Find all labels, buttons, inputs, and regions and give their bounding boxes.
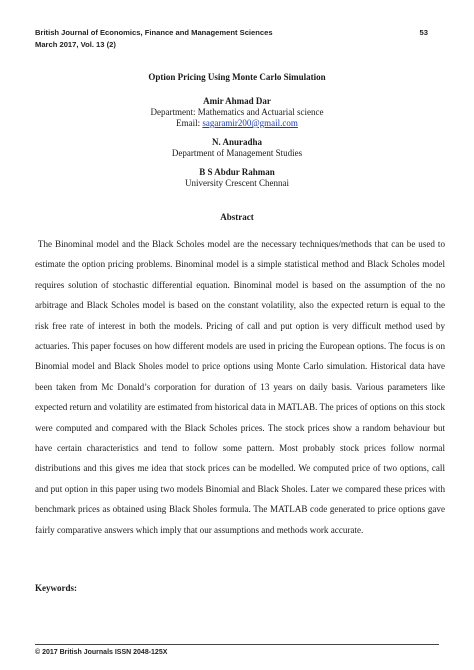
footer-divider xyxy=(35,644,439,645)
abstract-line: two models Binomial and Black Sholes. Later we compared these prices with benchmark prices as xyxy=(35,483,445,515)
abstract-line: stock prices can be modelled. We computed price of two options, call and put option in this paper using xyxy=(35,463,445,494)
abstract-line: comparative answers which imply that our assumptions and methods work accurate. xyxy=(54,524,364,535)
email-link[interactable]: sagaramir200@gmail.com xyxy=(202,118,298,128)
abstract-line: follow some pattern. Most probably stock prices follow normal distributions and this gives me idea that xyxy=(35,443,445,474)
abstract-line: The Binominal model and the Black Scholes model are the necessary techniques/methods that can be xyxy=(35,239,416,249)
author-block xyxy=(0,96,474,129)
journal-header xyxy=(35,27,273,50)
abstract-line: data in MATLAB. The prices of options on this stock were computed and compared with the Black xyxy=(35,402,445,433)
author-name: Amir Ahmad Dar xyxy=(203,96,271,106)
abstract-line: very difficult method used by actuaries. This paper focuses on how different models are used in pricing xyxy=(35,320,445,352)
abstract-heading: Abstract xyxy=(220,212,254,222)
abstract-line: Scholes model requires solution of stochastic differential equation. Binominal model is based on the xyxy=(35,259,445,290)
abstract-line: expected return is equal to the risk free rate of interest in both the models. Pricing of call and put option is xyxy=(35,300,445,331)
journal-name: British Journal of Economics, Finance and Management Sciences xyxy=(35,28,273,37)
author-name: N. Anuradha xyxy=(211,137,263,147)
title-block xyxy=(0,72,474,189)
abstract-line: years on daily basis. Various parameters like expected return and volatility are estimated from historical xyxy=(35,381,445,413)
author-block xyxy=(0,167,474,189)
abstract-line: Monte Carlo simulation. Historical data have been taken from Mc Donald’s corporation for duration of 13 xyxy=(35,361,445,392)
author-email-line xyxy=(0,118,474,129)
abstract-line: the European options. The focus is on Binomial model and Black Sholes model to price options using xyxy=(35,341,446,372)
abstract-line: Scholes prices. The stock prices show a random behaviour but have certain characteristics and tend to xyxy=(35,422,446,454)
journal-issue: March 2017, Vol. 13 (2) xyxy=(35,39,116,49)
email-label: Email: xyxy=(176,118,203,128)
author-affiliation: University Crescent Chennai xyxy=(185,178,289,188)
author-block xyxy=(0,137,474,159)
paper-title: Option Pricing Using Monte Carlo Simulation xyxy=(148,72,326,82)
abstract-body xyxy=(35,234,445,540)
author-affiliation: Department: Mathematics and Actuarial science xyxy=(150,107,324,117)
page-number: 53 xyxy=(419,28,428,37)
abstract-line: assumption of the no arbitrage and Black Scholes model is based on the constant volatility, also the xyxy=(35,279,445,311)
author-affiliation: Department of Management Studies xyxy=(171,148,303,158)
author-name: B S Abdur Rahman xyxy=(199,167,275,177)
footer-copyright: © 2017 British Journals ISSN 2048-125X xyxy=(35,649,168,656)
abstract-line: used to estimate the option pricing problems. Binominal model is a simple statistical method and Black xyxy=(35,239,445,270)
abstract-line: obtained using Black Sholes formula. The MATLAB code generated to price options gave fairly xyxy=(35,504,445,535)
keywords-label: Keywords: xyxy=(35,583,77,593)
